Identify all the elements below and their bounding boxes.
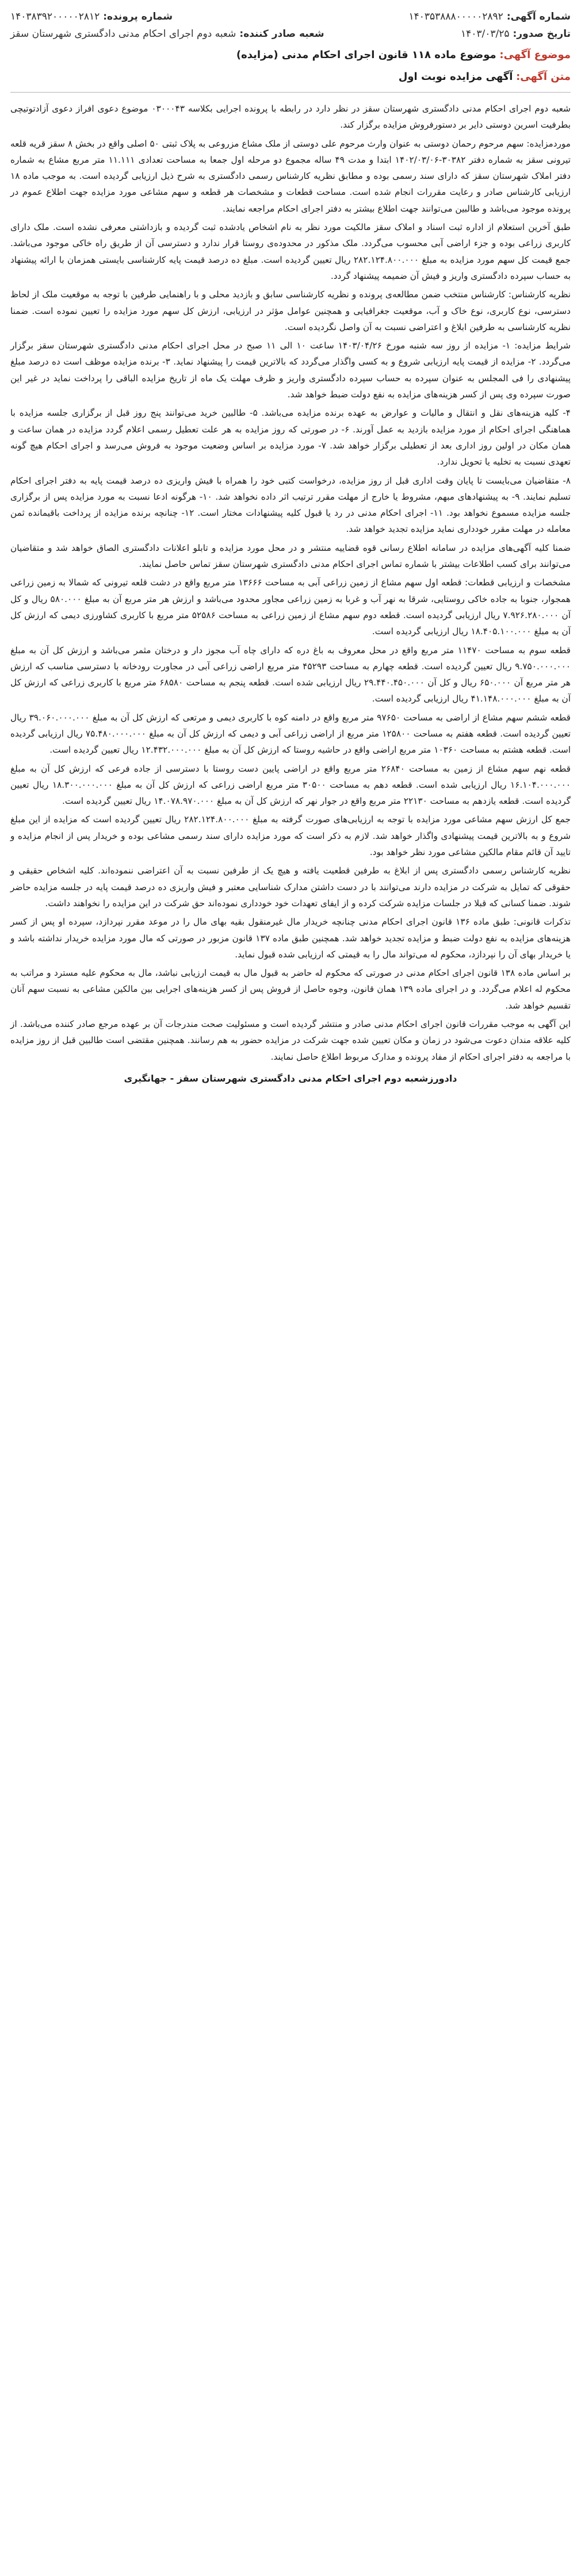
body-paragraph: جمع کل ارزش سهم مشاعی مورد مزایده با توجه به ارزیابی‌های صورت گرفته به مبلغ ۲۸۲.۱۲۴.۸۰۰.۰۰۰ ریال تعیین گردیده است که مزایده از این مبلغ شروع و به بالاترین قیمت پیشنهادی واگذار خواهد شد. لازم به ذکر است که مورد مزایده دارای سند رسمی مشاعی بوده و خریدار پس از انجام مزایده و تایید آن قائم مقام مالکین مشاعی مورد نظر خواهد بود. — [10, 814, 571, 858]
body-paragraph: قطعه ششم سهم مشاع از اراضی به مساحت ۹۷۶۵۰ متر مربع واقع در دامنه کوه با کاربری دیمی و مرتعی که ارزش کل آن به مبلغ ۳۹.۰۶۰.۰۰۰.۰۰۰ ریال تعیین گردیده است. قطعه هفتم به مساحت ۱۲۵۸۰۰ متر مربع از اراضی زراعی آبی و دیمی که ارزش کل آن به مبلغ ۷۵.۴۸۰.۰۰۰.۰۰۰ ریال ارزیابی گردیده است. قطعه هشتم به مساحت ۱۰۳۶۰ متر مربع اراضی واقع در حاشیه روستا که ارزش کل آن به مبلغ ۱۲.۴۳۲.۰۰۰.۰۰۰ ریال تعیین گردیده است. — [10, 712, 571, 756]
body-paragraph: نظریه کارشناس: کارشناس منتخب ضمن مطالعه‌ی پرونده و نظریه کارشناسی سابق و بازدید محلی و با راهنمایی طرفین با توجه به موقعیت ملک از لحاظ دسترسی، نوع کاربری، نوع خاک و آب، موقعیت جغرافیایی و همچنین عوامل مؤثر در ارزیابی، ارزش کل سهم مورد مزایده را تعیین نموده است. ضمنا نظریه کارشناسی به طرفین ابلاغ و اعتراضی نسبت به آن واصل نگردیده است. — [10, 289, 571, 332]
ad-number-field — [408, 8, 571, 25]
body-paragraph: موردمزایده: سهم مرحوم رحمان دوستی به عنوان وارث مرحوم علی دوستی از ملک مشاع مزروعی به پلاک ثبتی ۵۰ اصلی واقع در بخش ۸ سقز قریه قلعه تیرونی سقز به شماره دفتر ۳۰۳۸۲-۱۴۰۲/۰۳/۰۶ ابتدا و مدت ۴۹ ساله مجموع دو مرحله اول جمعا به مساحت تعدادی ۱۱.۱۱۱ متر مربع مشاع به شماره دفتر املاک شهرستان سقز که دارای سند رسمی بوده و مطابق نظریه کارشناس رسمی دادگستری به شرح ذیل ارزیابی گردیده است. به موجب ماده ۱۸ ارزیابی کارشناس صادر و رعایت مقررات انجام شده است. مساحت قطعات و مشخصات هر قطعه و سهم مشاعی مورد مزایده جهت اطلاع عموم در پرونده موجود می‌باشد و طالبین می‌توانند جهت اطلاع بیشتر به دفتر اجرای احکام مراجعه نمایند. — [10, 138, 571, 214]
body-paragraph: مشخصات و ارزیابی قطعات: قطعه اول سهم مشاع از زمین زراعی آبی به مساحت ۱۳۶۶۶ متر مربع واقع در دشت قلعه تیرونی که شمالا به زمین زراعی همجوار، جنوبا به جاده خاکی روستایی، شرقا به نهر آب و غربا به زمین زراعی مجاور محدود می‌باشد و ارزش هر متر مربع آن به مبلغ ۵۸۰.۰۰۰ ریال و کل آن ۷.۹۲۶.۲۸۰.۰۰۰ ریال ارزیابی گردیده است. قطعه دوم سهم مشاع از زمین زراعی به مساحت ۵۲۵۸۶ متر مربع با کاربری کشاورزی دیمی که ارزش کل آن به مبلغ ۱۸.۴۰۵.۱۰۰.۰۰۰ ریال ارزیابی گردیده است. — [10, 577, 571, 637]
announcement-header — [10, 8, 571, 93]
header-row-date-issuer — [10, 25, 571, 43]
issuer-field — [10, 25, 324, 43]
ad-number-value: ۱۴۰۳۵۳۸۸۸۰۰۰۰۰۲۸۹۲ — [408, 11, 503, 22]
date-label: تاریخ صدور: — [513, 28, 571, 40]
body-paragraph: شرایط مزایده: ۱- مزایده از روز سه شنبه مورخ ۱۴۰۳/۰۴/۲۶ ساعت ۱۰ الی ۱۱ صبح در محل اجرای احکام مدنی دادگستری شهرستان سقز برگزار می‌گردد. ۲- مزایده از قیمت پایه ارزیابی شروع و به کسی واگذار می‌گردد که بالاترین قیمت را پیشنهاد نماید. ۳- برنده مزایده موظف است ده درصد مبلغ پیشنهادی را فی المجلس به عنوان سپرده به حساب سپرده دادگستری واریز و ظرف مهلت یک ماه از تاریخ مزایده الباقی را پرداخت نماید در غیر این صورت سپرده وی پس از کسر هزینه‌های مزایده به نفع دولت ضبط خواهد شد. — [10, 340, 571, 400]
ad-number-label: شماره آگهی: — [506, 11, 571, 22]
text-title-line — [10, 68, 571, 86]
case-number-field — [10, 8, 173, 25]
body-paragraph: قطعه نهم سهم مشاع از زمین به مساحت ۲۶۸۴۰ متر مربع واقع در اراضی پایین دست روستا با دسترسی از جاده فرعی که ارزش کل آن به مبلغ ۱۶.۱۰۴.۰۰۰.۰۰۰ ریال ارزیابی شده است. قطعه دهم به مساحت ۳۰۵۰۰ متر مربع اراضی زراعی که ارزش کل آن به مبلغ ۱۸.۳۰۰.۰۰۰.۰۰۰ ریال تعیین گردیده است. قطعه یازدهم به مساحت ۲۲۱۳۰ متر مربع واقع در جوار نهر که ارزش کل آن به مبلغ ۱۴.۰۷۸.۹۷۰.۰۰۰ ریال تعیین گردیده است. — [10, 763, 571, 807]
body-paragraph: نظریه کارشناس رسمی دادگستری پس از ابلاغ به طرفین قطعیت یافته و هیچ یک از طرفین نسبت به آن اعتراضی ننموده‌اند. کلیه اشخاص حقیقی و حقوقی که تمایل به شرکت در مزایده دارند می‌توانند با در دست داشتن مدارک شناسایی معتبر و فیش واریزی ده درصد قیمت پایه در جلسه مزایده حاضر شوند. ضمنا کسانی که قبلا در جلسات مزایده شرکت کرده و از ایفای تعهدات خود خودداری نموده‌اند حق شرکت در این مزایده را نخواهند داشت. — [10, 865, 571, 908]
subject-value: موضوع ماده ۱۱۸ قانون اجرای احکام مدنی (مزایده) — [236, 49, 496, 61]
body-paragraph: شعبه دوم اجرای احکام مدنی دادگستری شهرستان سقز در نظر دارد در رابطه با پرونده اجرایی بکلاسه ۰۳۰۰۰۴۳ موضوع دعوی افراز دعوی آزادتوتیچی بطرفیت اسرین دوستی دایر بر دستورفروش مزایده برگزار کند. — [10, 103, 571, 131]
body-paragraph: بر اساس ماده ۱۳۸ قانون اجرای احکام مدنی در صورتی که محکوم له حاضر به قبول مال به قیمت ارزیابی نباشد، مال به محکوم علیه مسترد و مراتب به محکوم له اعلام می‌گردد. و در اجرای ماده ۱۳۹ همان قانون، وجوه حاصل از فروش پس از کسر هزینه‌های اجرایی بین مالکین مشاعی به نسبت سهم آنان تقسیم خواهد شد. — [10, 968, 571, 1011]
case-number-value: ۱۴۰۳۸۳۹۲۰۰۰۰۰۲۸۱۲ — [10, 11, 100, 22]
text-label: متن آگهی: — [516, 71, 571, 83]
date-field — [461, 25, 571, 43]
announcement-body — [10, 101, 571, 1065]
case-number-label: شماره پرونده: — [103, 11, 173, 22]
subject-line — [10, 46, 571, 64]
issuer-label: شعبه صادر کننده: — [239, 28, 324, 40]
body-paragraph: ۴- کلیه هزینه‌های نقل و انتقال و مالیات و عوارض به عهده برنده مزایده می‌باشد. ۵- طالبین خرید می‌توانند پنج روز قبل از برگزاری جلسه مزایده با هماهنگی اجرای احکام از مورد مزایده بازدید به عمل آورند. ۶- در صورتی که روز مزایده به هر علت تعطیل رسمی اعلام گردد مزایده در همان ساعت و همان مکان در اولین روز اداری بعد از تعطیلی برگزار خواهد شد. ۷- مورد مزایده بر اساس وضعیت موجود به فروش می‌رسد و اجرای احکام هیچ گونه تعهدی نسبت به تخلیه یا تحویل ندارد. — [10, 408, 571, 467]
body-paragraph: طبق آخرین استعلام از اداره ثبت اسناد و املاک سقز مالکیت مورد نظر به نام اشخاص یادشده ثبت گردیده و بازداشتی معرفی نشده است. ملک دارای کاربری زراعی بوده و جزء اراضی آبی محسوب می‌گردد. ملک مذکور در محدوده‌ی روستا قرار ندارد و دسترسی آن از طریق راه خاکی موجود می‌باشد. جمع قیمت کل سهم مورد مزایده به مبلغ ۲۸۲.۱۲۴.۸۰۰.۰۰۰ ریال تعیین گردیده است. مبلغ ده درصد قیمت پایه کارشناسی بایستی همزمان با ارائه پیشنهاد به حساب سپرده دادگستری واریز و فیش آن ضمیمه پیشنهاد گردد. — [10, 222, 571, 281]
body-paragraph: ضمنا کلیه آگهی‌های مزایده در سامانه اطلاع رسانی قوه قضاییه منتشر و در محل مورد مزایده و تابلو اعلانات دادگستری الصاق خواهد شد و متقاضیان می‌توانند برای کسب اطلاعات بیشتر با شماره تماس اجرای احکام مدنی دادگستری شهرستان سقز تماس حاصل نمایند. — [10, 542, 571, 570]
issuer-value: شعبه دوم اجرای احکام مدنی دادگستری شهرستان سقز — [10, 28, 236, 40]
body-paragraph: این آگهی به موجب مقررات قانون اجرای احکام مدنی صادر و منتشر گردیده است و مسئولیت صحت مندرجات آن بر عهده مرجع صادر کننده می‌باشد. از کلیه علاقه مندان دعوت می‌شود در زمان و مکان تعیین شده جهت شرکت در مزایده حضور به هم رسانند. همچنین مقتضی است طالبین قبل از روز مزایده با مراجعه به دفتر اجرای احکام از مفاد پرونده و مدارک مربوط اطلاع حاصل نمایند. — [10, 1019, 571, 1062]
body-paragraph: قطعه سوم به مساحت ۱۱۴۷۰ متر مربع واقع در محل معروف به باغ دره که دارای چاه آب مجوز دار و درختان مثمر می‌باشد و ارزش کل آن به مبلغ ۹.۷۵۰.۰۰۰.۰۰۰ ریال تعیین گردیده است. قطعه چهارم به مساحت ۴۵۲۹۳ متر مربع اراضی زراعی آبی در مجاورت رودخانه با دسترسی مناسب که ارزش هر متر مربع آن ۶۵۰.۰۰۰ ریال و کل آن ۲۹.۴۴۰.۴۵۰.۰۰۰ ریال ارزیابی شده است. قطعه پنجم به مساحت ۶۸۵۸۰ متر مربع با کاربری زراعی که ارزش کل آن به مبلغ ۴۱.۱۴۸.۰۰۰.۰۰۰ ریال ارزیابی گردیده است. — [10, 645, 571, 704]
text-title: آگهی مزایده نوبت اول — [398, 71, 513, 83]
header-row-numbers — [10, 8, 571, 25]
signature: دادورزشعبه دوم اجرای احکام مدنی دادگستری شهرستان سقز - جهانگیری — [124, 1072, 457, 1084]
date-value: ۱۴۰۳/۰۳/۲۵ — [460, 28, 510, 40]
subject-label: موضوع آگهی: — [499, 49, 571, 61]
body-paragraph: ۸- متقاضیان می‌بایست تا پایان وقت اداری قبل از روز مزایده، درخواست کتبی خود را همراه با فیش واریزی ده درصد قیمت پایه به دفتر اجرای احکام تسلیم نمایند. ۹- به پیشنهادهای مبهم، مشروط یا خارج از مهلت مقرر ترتیب اثر داده نخواهد شد. ۱۰- هرگونه ادعا نسبت به مورد مزایده پس از برگزاری جلسه مزایده مسموع نخواهد بود. ۱۱- اجرای احکام مدنی در رد یا قبول کلیه پیشنهادات مختار است. ۱۲- چنانچه برنده مزایده از پرداخت باقیمانده ثمن معامله در مهلت مقرر خودداری نماید مزایده تجدید خواهد شد. — [10, 475, 571, 535]
body-paragraph: تذکرات قانونی: طبق ماده ۱۳۶ قانون اجرای احکام مدنی چنانچه خریدار مال غیرمنقول بقیه بهای مال را در موعد مقرر نپردازد، سپرده او پس از کسر هزینه‌های مزایده به نفع دولت ضبط و مزایده تجدید خواهد شد. همچنین طبق ماده ۱۳۷ قانون مزبور در صورتی که مال مورد مزایده خریدار نداشته باشد و یا خریدار بهای آن را نپردازد، محکوم له می‌تواند مال را به قیمتی که ارزیابی شده قبول نماید. — [10, 917, 571, 960]
